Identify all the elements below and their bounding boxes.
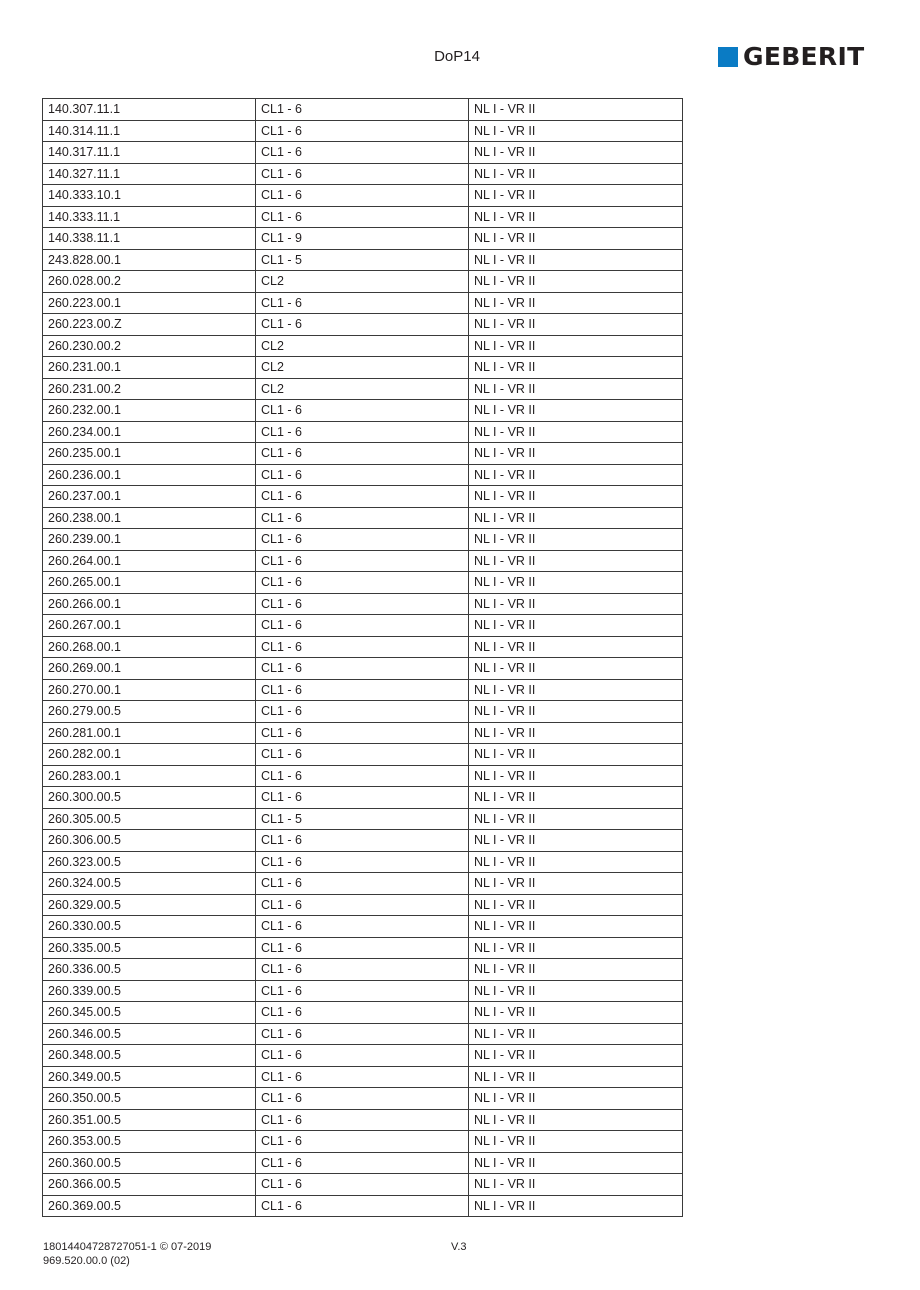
class-cell: CL1 - 6 [256, 1088, 469, 1110]
class-cell: CL2 [256, 271, 469, 293]
table-row [43, 658, 683, 680]
category-cell: NL I - VR II [469, 314, 683, 336]
table-row [43, 636, 683, 658]
category-cell: NL I - VR II [469, 507, 683, 529]
table-row [43, 572, 683, 594]
article-number-cell: 260.346.00.5 [43, 1023, 256, 1045]
table-row [43, 980, 683, 1002]
article-number-cell: 260.266.00.1 [43, 593, 256, 615]
article-number-cell: 260.236.00.1 [43, 464, 256, 486]
class-cell: CL1 - 6 [256, 1066, 469, 1088]
category-cell: NL I - VR II [469, 357, 683, 379]
article-number-cell: 260.349.00.5 [43, 1066, 256, 1088]
article-number-cell: 260.279.00.5 [43, 701, 256, 723]
category-cell: NL I - VR II [469, 1066, 683, 1088]
category-cell: NL I - VR II [469, 529, 683, 551]
table-row [43, 206, 683, 228]
article-number-cell: 140.338.11.1 [43, 228, 256, 250]
category-cell: NL I - VR II [469, 615, 683, 637]
table-row [43, 1045, 683, 1067]
table-row [43, 421, 683, 443]
category-cell: NL I - VR II [469, 486, 683, 508]
article-number-cell: 260.339.00.5 [43, 980, 256, 1002]
table-row [43, 1109, 683, 1131]
table-row [43, 1131, 683, 1153]
class-cell: CL1 - 6 [256, 873, 469, 895]
class-cell: CL1 - 6 [256, 959, 469, 981]
class-cell: CL1 - 6 [256, 1109, 469, 1131]
article-number-cell: 140.333.11.1 [43, 206, 256, 228]
article-number-cell: 260.232.00.1 [43, 400, 256, 422]
article-number-cell: 243.828.00.1 [43, 249, 256, 271]
class-cell: CL1 - 6 [256, 443, 469, 465]
category-cell: NL I - VR II [469, 593, 683, 615]
article-number-cell: 260.324.00.5 [43, 873, 256, 895]
article-number-cell: 260.238.00.1 [43, 507, 256, 529]
category-cell: NL I - VR II [469, 851, 683, 873]
article-number-cell: 260.323.00.5 [43, 851, 256, 873]
category-cell: NL I - VR II [469, 185, 683, 207]
table-row [43, 701, 683, 723]
article-number-cell: 260.369.00.5 [43, 1195, 256, 1217]
article-number-cell: 260.336.00.5 [43, 959, 256, 981]
article-number-cell: 140.333.10.1 [43, 185, 256, 207]
category-cell: NL I - VR II [469, 722, 683, 744]
class-cell: CL1 - 6 [256, 292, 469, 314]
product-classification-table [42, 98, 683, 1217]
category-cell: NL I - VR II [469, 142, 683, 164]
table-row [43, 464, 683, 486]
article-number-cell: 260.028.00.2 [43, 271, 256, 293]
article-number-cell: 140.327.11.1 [43, 163, 256, 185]
article-number-cell: 260.335.00.5 [43, 937, 256, 959]
article-number-cell: 260.270.00.1 [43, 679, 256, 701]
table-row [43, 593, 683, 615]
class-cell: CL1 - 6 [256, 830, 469, 852]
article-number-cell: 260.264.00.1 [43, 550, 256, 572]
article-number-cell: 260.234.00.1 [43, 421, 256, 443]
category-cell: NL I - VR II [469, 292, 683, 314]
table-row [43, 1023, 683, 1045]
class-cell: CL1 - 6 [256, 615, 469, 637]
category-cell: NL I - VR II [469, 400, 683, 422]
category-cell: NL I - VR II [469, 937, 683, 959]
table-row [43, 378, 683, 400]
article-number-cell: 260.360.00.5 [43, 1152, 256, 1174]
table-row [43, 271, 683, 293]
table-row [43, 1152, 683, 1174]
class-cell: CL1 - 6 [256, 421, 469, 443]
category-cell: NL I - VR II [469, 873, 683, 895]
class-cell: CL1 - 6 [256, 1152, 469, 1174]
class-cell: CL1 - 6 [256, 658, 469, 680]
class-cell: CL1 - 6 [256, 400, 469, 422]
class-cell: CL1 - 6 [256, 486, 469, 508]
class-cell: CL1 - 6 [256, 507, 469, 529]
class-cell: CL1 - 6 [256, 1174, 469, 1196]
category-cell: NL I - VR II [469, 1088, 683, 1110]
category-cell: NL I - VR II [469, 1002, 683, 1024]
class-cell: CL2 [256, 357, 469, 379]
class-cell: CL1 - 6 [256, 593, 469, 615]
table-row [43, 959, 683, 981]
class-cell: CL1 - 6 [256, 1023, 469, 1045]
category-cell: NL I - VR II [469, 1152, 683, 1174]
class-cell: CL1 - 6 [256, 722, 469, 744]
article-number-cell: 260.223.00.1 [43, 292, 256, 314]
table-row [43, 357, 683, 379]
logo-text: GEBERIT [743, 42, 865, 71]
class-cell: CL1 - 6 [256, 916, 469, 938]
table-row [43, 873, 683, 895]
class-cell: CL1 - 6 [256, 142, 469, 164]
article-number-cell: 260.283.00.1 [43, 765, 256, 787]
table-row [43, 894, 683, 916]
category-cell: NL I - VR II [469, 1109, 683, 1131]
geberit-logo [718, 42, 865, 71]
footer-version: V.3 [451, 1241, 467, 1253]
category-cell: NL I - VR II [469, 1131, 683, 1153]
category-cell: NL I - VR II [469, 206, 683, 228]
category-cell: NL I - VR II [469, 658, 683, 680]
table-row [43, 486, 683, 508]
table-row [43, 1195, 683, 1217]
class-cell: CL1 - 6 [256, 120, 469, 142]
article-number-cell: 260.330.00.5 [43, 916, 256, 938]
category-cell: NL I - VR II [469, 378, 683, 400]
class-cell: CL1 - 6 [256, 636, 469, 658]
table-row [43, 314, 683, 336]
class-cell: CL1 - 6 [256, 980, 469, 1002]
table-row [43, 550, 683, 572]
class-cell: CL1 - 6 [256, 529, 469, 551]
class-cell: CL1 - 6 [256, 765, 469, 787]
class-cell: CL2 [256, 378, 469, 400]
article-number-cell: 140.314.11.1 [43, 120, 256, 142]
class-cell: CL1 - 6 [256, 1045, 469, 1067]
article-number-cell: 260.329.00.5 [43, 894, 256, 916]
class-cell: CL1 - 6 [256, 1131, 469, 1153]
table-row [43, 163, 683, 185]
class-cell: CL1 - 6 [256, 701, 469, 723]
category-cell: NL I - VR II [469, 980, 683, 1002]
article-number-cell: 260.282.00.1 [43, 744, 256, 766]
category-cell: NL I - VR II [469, 421, 683, 443]
table-row [43, 1002, 683, 1024]
category-cell: NL I - VR II [469, 744, 683, 766]
category-cell: NL I - VR II [469, 916, 683, 938]
article-number-cell: 260.235.00.1 [43, 443, 256, 465]
article-number-cell: 260.351.00.5 [43, 1109, 256, 1131]
category-cell: NL I - VR II [469, 443, 683, 465]
class-cell: CL1 - 9 [256, 228, 469, 250]
article-number-cell: 260.269.00.1 [43, 658, 256, 680]
class-cell: CL1 - 6 [256, 163, 469, 185]
category-cell: NL I - VR II [469, 894, 683, 916]
table-row [43, 787, 683, 809]
class-cell: CL1 - 6 [256, 572, 469, 594]
article-number-cell: 260.281.00.1 [43, 722, 256, 744]
category-cell: NL I - VR II [469, 99, 683, 121]
table-row [43, 679, 683, 701]
table-row [43, 335, 683, 357]
footer-doc-id: 18014404728727051-1 © 07-2019 [43, 1241, 212, 1253]
category-cell: NL I - VR II [469, 464, 683, 486]
category-cell: NL I - VR II [469, 335, 683, 357]
category-cell: NL I - VR II [469, 550, 683, 572]
category-cell: NL I - VR II [469, 808, 683, 830]
article-number-cell: 260.305.00.5 [43, 808, 256, 830]
class-cell: CL1 - 6 [256, 99, 469, 121]
table-row [43, 1066, 683, 1088]
table-row [43, 185, 683, 207]
table-body [43, 99, 683, 1217]
class-cell: CL1 - 6 [256, 894, 469, 916]
category-cell: NL I - VR II [469, 271, 683, 293]
table-row [43, 249, 683, 271]
class-cell: CL1 - 6 [256, 550, 469, 572]
category-cell: NL I - VR II [469, 1045, 683, 1067]
category-cell: NL I - VR II [469, 120, 683, 142]
class-cell: CL1 - 6 [256, 464, 469, 486]
class-cell: CL1 - 6 [256, 314, 469, 336]
article-number-cell: 260.345.00.5 [43, 1002, 256, 1024]
class-cell: CL1 - 6 [256, 787, 469, 809]
class-cell: CL1 - 5 [256, 808, 469, 830]
table-row [43, 507, 683, 529]
table-row [43, 292, 683, 314]
article-number-cell: 260.348.00.5 [43, 1045, 256, 1067]
article-number-cell: 140.317.11.1 [43, 142, 256, 164]
category-cell: NL I - VR II [469, 249, 683, 271]
footer-document-info [43, 1240, 211, 1268]
category-cell: NL I - VR II [469, 572, 683, 594]
article-number-cell: 260.353.00.5 [43, 1131, 256, 1153]
category-cell: NL I - VR II [469, 1023, 683, 1045]
brand-square-icon [718, 47, 738, 67]
footer-doc-number: 969.520.00.0 (02) [43, 1255, 130, 1267]
class-cell: CL1 - 6 [256, 679, 469, 701]
class-cell: CL2 [256, 335, 469, 357]
category-cell: NL I - VR II [469, 228, 683, 250]
table-row [43, 443, 683, 465]
table-row [43, 937, 683, 959]
article-number-cell: 260.306.00.5 [43, 830, 256, 852]
class-cell: CL1 - 6 [256, 1195, 469, 1217]
category-cell: NL I - VR II [469, 1174, 683, 1196]
table-row [43, 851, 683, 873]
table-row [43, 400, 683, 422]
table-row [43, 615, 683, 637]
article-number-cell: 260.366.00.5 [43, 1174, 256, 1196]
article-number-cell: 260.230.00.2 [43, 335, 256, 357]
class-cell: CL1 - 6 [256, 206, 469, 228]
table-row [43, 228, 683, 250]
document-title: DoP14 [434, 48, 480, 65]
category-cell: NL I - VR II [469, 830, 683, 852]
article-number-cell: 260.231.00.1 [43, 357, 256, 379]
article-number-cell: 260.231.00.2 [43, 378, 256, 400]
category-cell: NL I - VR II [469, 163, 683, 185]
article-number-cell: 260.223.00.Z [43, 314, 256, 336]
article-number-cell: 260.350.00.5 [43, 1088, 256, 1110]
class-cell: CL1 - 6 [256, 851, 469, 873]
table-row [43, 142, 683, 164]
category-cell: NL I - VR II [469, 701, 683, 723]
category-cell: NL I - VR II [469, 1195, 683, 1217]
table-row [43, 744, 683, 766]
table-row [43, 830, 683, 852]
class-cell: CL1 - 6 [256, 937, 469, 959]
article-number-cell: 260.267.00.1 [43, 615, 256, 637]
article-number-cell: 140.307.11.1 [43, 99, 256, 121]
class-cell: CL1 - 6 [256, 1002, 469, 1024]
table-row [43, 722, 683, 744]
class-cell: CL1 - 6 [256, 185, 469, 207]
table-row [43, 99, 683, 121]
table-row [43, 529, 683, 551]
class-cell: CL1 - 5 [256, 249, 469, 271]
article-number-cell: 260.268.00.1 [43, 636, 256, 658]
table-row [43, 765, 683, 787]
class-cell: CL1 - 6 [256, 744, 469, 766]
category-cell: NL I - VR II [469, 636, 683, 658]
table-row [43, 1088, 683, 1110]
table-row [43, 808, 683, 830]
table-row [43, 120, 683, 142]
article-number-cell: 260.265.00.1 [43, 572, 256, 594]
category-cell: NL I - VR II [469, 787, 683, 809]
article-number-cell: 260.300.00.5 [43, 787, 256, 809]
category-cell: NL I - VR II [469, 679, 683, 701]
table-row [43, 916, 683, 938]
article-number-cell: 260.237.00.1 [43, 486, 256, 508]
category-cell: NL I - VR II [469, 765, 683, 787]
category-cell: NL I - VR II [469, 959, 683, 981]
table-row [43, 1174, 683, 1196]
article-number-cell: 260.239.00.1 [43, 529, 256, 551]
